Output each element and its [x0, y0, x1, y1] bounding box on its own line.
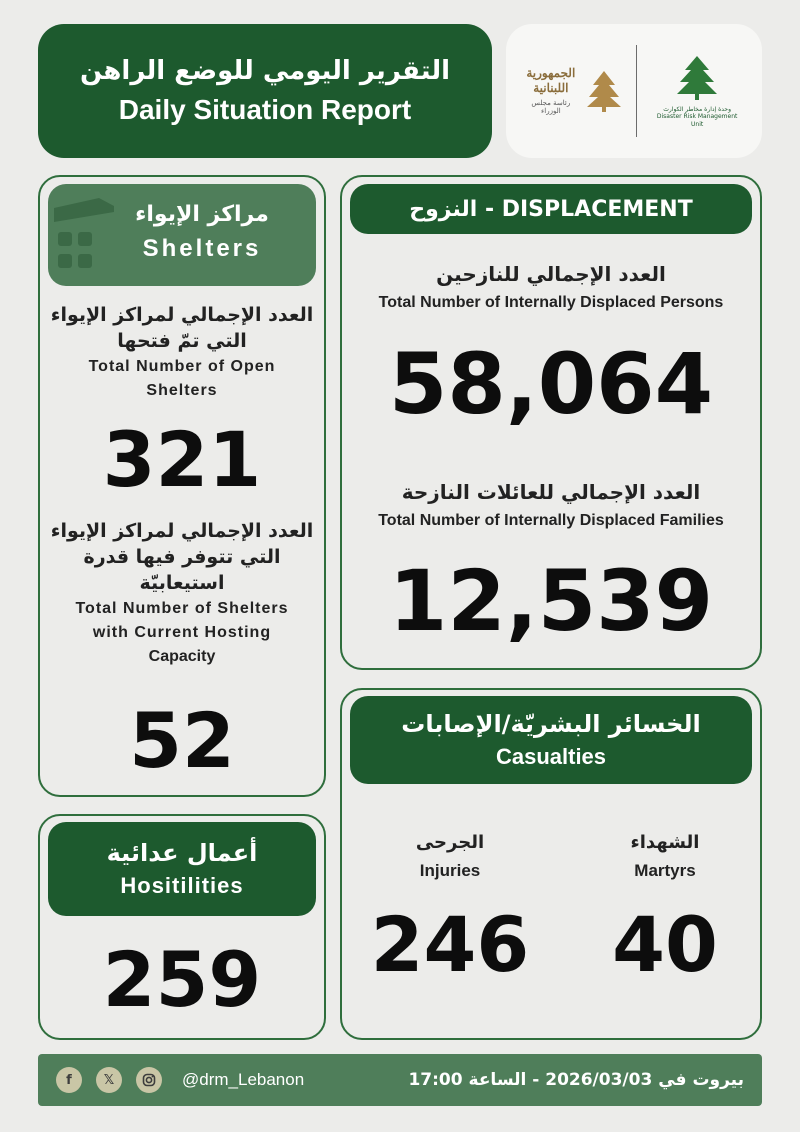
hostilities-title-en: Hositilities [120, 873, 244, 898]
displaced-persons-value: 58,064 [388, 335, 714, 433]
injuries-value: 246 [370, 900, 530, 989]
pcm-logo-text: الجمهورية اللبنانية [526, 66, 576, 95]
injuries-label: الجرحى Injuries [415, 832, 485, 880]
drm-logo [651, 54, 743, 129]
pcm-logo [525, 66, 623, 116]
x-icon[interactable]: 𝕏 [96, 1067, 122, 1093]
displacement-header: النزوح - DISPLACEMENT [350, 184, 752, 234]
hostilities-header [48, 822, 316, 916]
martyrs-value: 40 [612, 900, 718, 989]
drm-logo-ar: وحدة إدارة مخاطر الكوارث [663, 105, 732, 113]
open-shelters-label: العدد الإجمالي لمراكز الإيواء التي تمّ فتحها Total Number of Open Shelters [50, 304, 314, 399]
report-dateline: بيروت في 2026/03/03 - الساعة 17:00 [408, 1070, 744, 1090]
casualties-title-ar: الخسائر البشريّة/الإصابات [401, 710, 701, 738]
drm-logo-en: Disaster Risk Management Unit [656, 113, 738, 128]
instagram-icon[interactable] [136, 1067, 162, 1093]
casualties-title-en: Casualties [495, 744, 607, 769]
displaced-families-label: العدد الإجمالي للعائلات النازحة Total Number of Internally Displaced Families [378, 480, 724, 529]
facebook-icon[interactable]: f [56, 1067, 82, 1093]
shelters-header [48, 184, 316, 286]
report-title-banner [38, 24, 492, 158]
capacity-shelters-label: العدد الإجمالي لمراكز الإيواء التي تتوفر فيها قدرة استيعابيّة Total Number of Shelters with Current Hosting Capacity [50, 520, 314, 665]
logos-box [506, 24, 762, 158]
title-arabic: التقرير اليومي للوضع الراهن [79, 56, 450, 86]
displaced-persons-label: العدد الإجمالي للنازحين Total Number of Internally Displaced Persons [378, 262, 724, 311]
casualties-header [350, 696, 752, 784]
hostilities-title-ar: أعمال عدائية [106, 839, 258, 867]
logo-separator [636, 45, 637, 137]
cedar-gold-icon [585, 69, 623, 113]
displaced-families-value: 12,539 [388, 552, 714, 650]
cedar-green-icon [675, 54, 719, 102]
pcm-logo-sub: رئاسة مجلس الوزراء [531, 99, 571, 116]
hostilities-value: 259 [102, 935, 262, 1024]
open-shelters-value: 321 [102, 415, 262, 504]
martyrs-label: الشهداء Martyrs [630, 832, 700, 880]
title-english: Daily Situation Report [118, 94, 412, 125]
building-icon [54, 198, 114, 278]
social-handle[interactable]: @drm_Lebanon [182, 1070, 305, 1089]
shelters-title-ar: مراكز الإيواء [135, 202, 269, 227]
footer-bar [38, 1054, 762, 1106]
shelters-title-en: Shelters [142, 235, 262, 262]
capacity-shelters-value: 52 [129, 696, 235, 785]
